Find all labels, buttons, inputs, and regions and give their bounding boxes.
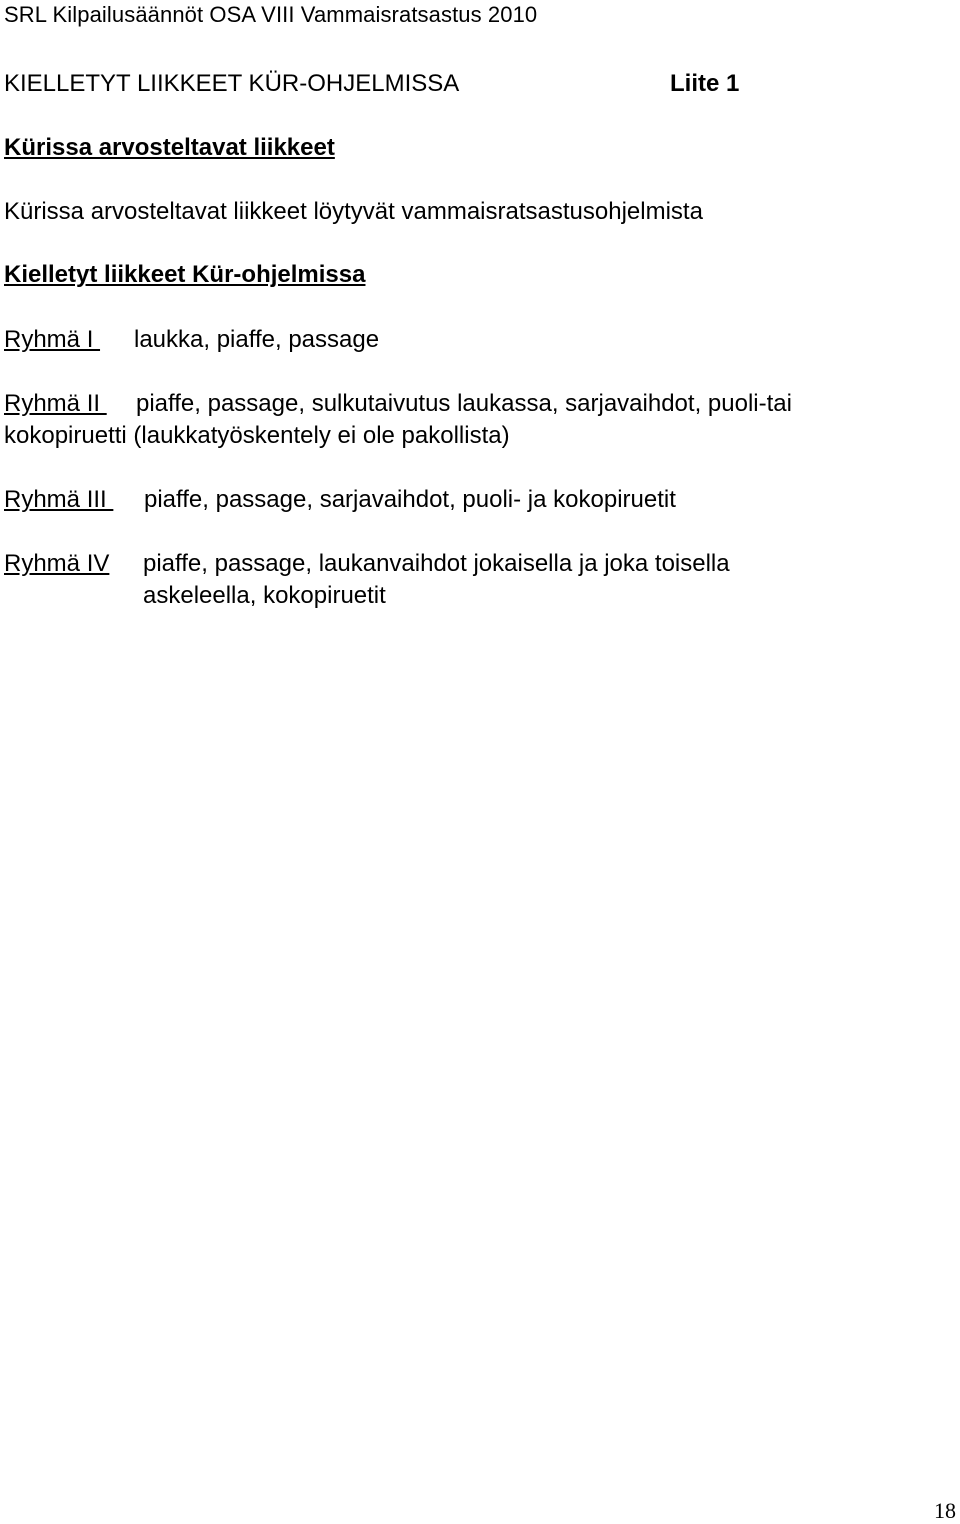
group-label: Ryhmä I: [4, 326, 101, 353]
group-row-4: [4, 548, 147, 580]
group-moves-block: [143, 548, 730, 612]
appendix-label: Liite 1: [670, 70, 740, 97]
group-label: Ryhmä IV: [4, 550, 110, 577]
group-moves-line-2: kokopiruetti (laukkatyöskentely ei ole pakollista): [4, 422, 510, 449]
page-title: KIELLETYT LIIKKEET KÜR-OHJELMISSA: [4, 70, 460, 97]
page-number: 18: [934, 1498, 956, 1523]
group-moves: piaffe, passage, sarjavaihdot, puoli- ja kokopiruetit: [144, 486, 676, 513]
group-row-2: [4, 388, 792, 420]
group-moves: laukka, piaffe, passage: [134, 326, 380, 353]
group-label: Ryhmä II: [4, 390, 107, 417]
group-row-2-continuation: [4, 420, 510, 452]
group-row-1: [4, 324, 379, 356]
group-row-3: [4, 484, 676, 516]
section-paragraph: Kürissa arvosteltavat liikkeet löytyvät vammaisratsastusohjelmista: [4, 198, 703, 225]
section-heading: Kürissa arvosteltavat liikkeet: [4, 134, 335, 161]
group-moves-line-1: piaffe, passage, laukanvaihdot jokaisella ja joka toisella: [143, 550, 730, 577]
running-header: SRL Kilpailusäännöt OSA VIII Vammaisratsastus 2010: [4, 2, 538, 27]
group-moves-line-2: askeleella, kokopiruetit: [143, 582, 386, 609]
group-label: Ryhmä III: [4, 486, 114, 513]
group-moves-line-1: piaffe, passage, sulkutaivutus laukassa, sarjavaihdot, puoli-tai: [136, 390, 792, 417]
subsection-heading: Kielletyt liikkeet Kür-ohjelmissa: [4, 261, 366, 288]
